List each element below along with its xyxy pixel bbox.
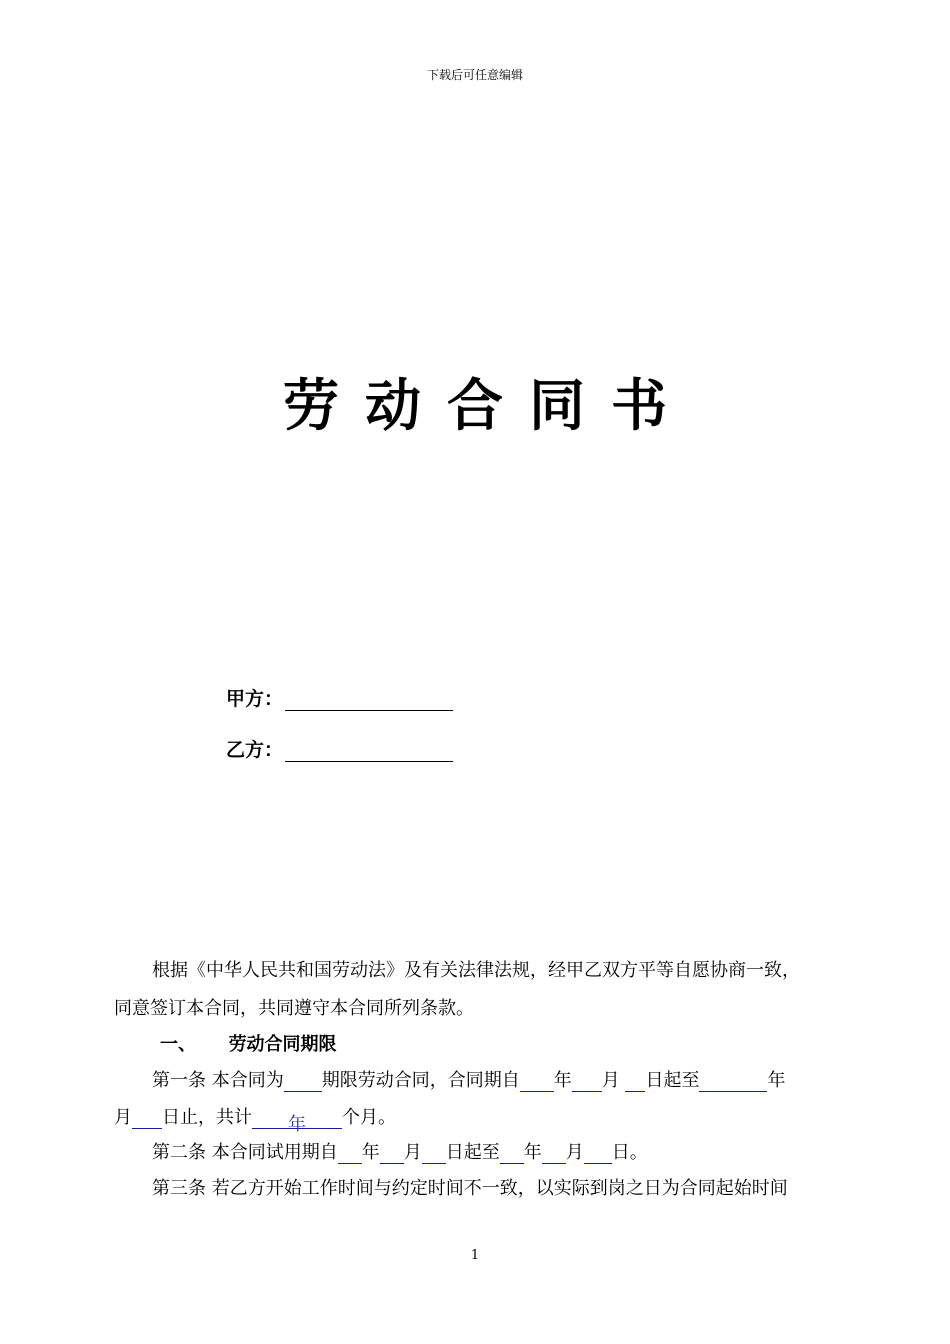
- section-1-number: 一、: [160, 1034, 196, 1055]
- party-b-row: [226, 735, 453, 762]
- probation-end-day-blank[interactable]: [584, 1145, 612, 1164]
- document-title: 劳动合同书: [283, 374, 693, 439]
- probation-start-year-blank[interactable]: [338, 1145, 362, 1164]
- article-2-text: 日起至: [445, 1142, 500, 1163]
- article-1-text: 第一条 本合同为: [152, 1070, 284, 1091]
- article-2-text: 日。: [611, 1142, 648, 1163]
- article-1-text: 个月。: [342, 1107, 396, 1128]
- preamble-line-2: 同意签订本合同，共同遵守本合同所列条款。: [114, 998, 474, 1019]
- article-1-text: 月: [114, 1107, 132, 1128]
- article-1-text: 年: [767, 1070, 786, 1091]
- party-a-field[interactable]: [285, 690, 453, 711]
- party-b-label: 乙方：: [226, 739, 284, 761]
- probation-end-month-blank[interactable]: [542, 1145, 566, 1164]
- article-1-text: 期限劳动合同，合同期自: [321, 1070, 520, 1091]
- end-month-blank[interactable]: [132, 1110, 162, 1129]
- party-b-field[interactable]: [285, 741, 453, 762]
- section-1-title: 劳动合同期限: [228, 1034, 337, 1055]
- article-1-line-1: [152, 1066, 892, 1092]
- party-a-label: 甲方：: [226, 688, 284, 710]
- probation-start-month-blank[interactable]: [380, 1145, 404, 1164]
- article-2-line: [152, 1138, 892, 1164]
- start-day-blank[interactable]: [625, 1073, 645, 1092]
- probation-end-year-blank[interactable]: [500, 1145, 524, 1164]
- total-term-blank[interactable]: 年: [252, 1110, 342, 1129]
- article-1-text: 日起至: [645, 1070, 700, 1091]
- start-month-blank[interactable]: [572, 1073, 602, 1092]
- article-1-text: 日止，共计: [162, 1107, 252, 1128]
- article-2-text: 年: [361, 1142, 380, 1163]
- article-2-text: 年: [523, 1142, 542, 1163]
- article-1-text: 月: [601, 1070, 626, 1091]
- article-3-line: 第三条 若乙方开始工作时间与约定时间不一致，以实际到岗之日为合同起始时间: [152, 1178, 788, 1199]
- preamble-line-1: 根据《中华人民共和国劳动法》及有关法律法规，经甲乙双方平等自愿协商一致，: [152, 960, 800, 981]
- page-number: 1: [470, 1248, 480, 1263]
- article-2-text: 月: [565, 1142, 584, 1163]
- article-2-text: 月: [403, 1142, 422, 1163]
- article-1-text: 年: [553, 1070, 572, 1091]
- probation-start-day-blank[interactable]: [422, 1145, 446, 1164]
- party-a-row: [226, 684, 453, 711]
- contract-type-blank[interactable]: [284, 1073, 322, 1092]
- article-2-text: 第二条 本合同试用期自: [152, 1142, 338, 1163]
- article-1-line-2: [114, 1103, 854, 1135]
- section-1-heading: [160, 1030, 337, 1056]
- end-year-blank[interactable]: [699, 1073, 767, 1092]
- start-year-blank[interactable]: [520, 1073, 554, 1092]
- page-header: 下载后可任意编辑: [426, 68, 523, 82]
